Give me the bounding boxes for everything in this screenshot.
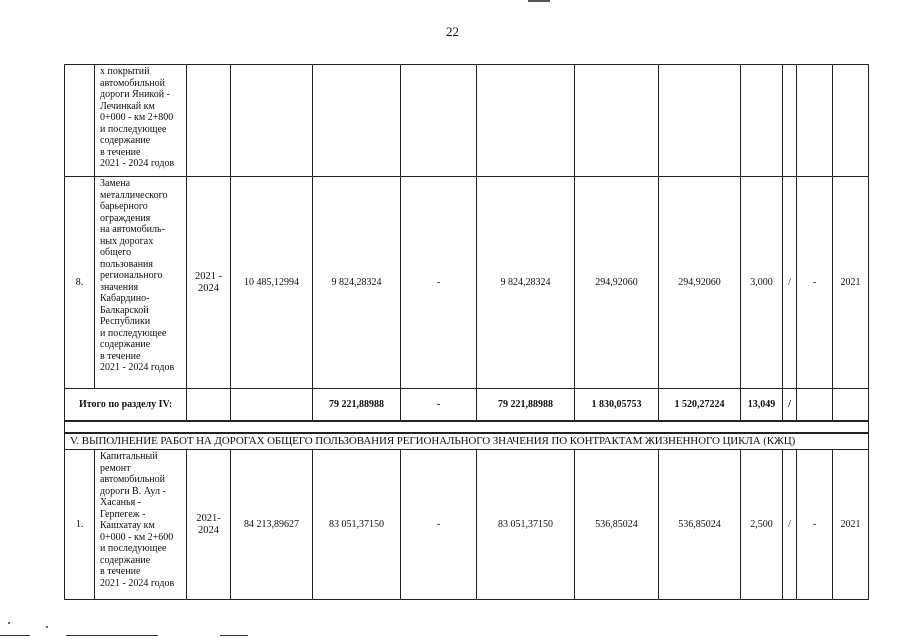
- page-number: 22: [446, 24, 459, 39]
- cell-length: 2,500: [741, 450, 783, 600]
- cell-unit: /: [783, 450, 797, 600]
- cell-value-9: -: [797, 177, 833, 389]
- cell-unit: [783, 65, 797, 177]
- table-row: [65, 65, 869, 177]
- spacer-cell: [65, 421, 869, 433]
- cell-total-cost: 10 485,12994: [231, 177, 313, 389]
- cell-value-4: 79 221,88988: [477, 389, 575, 422]
- section-heading-row: [65, 433, 869, 450]
- cell-total-cost: [231, 389, 313, 422]
- cell-length: 3,000: [741, 177, 783, 389]
- cell-value-5: 294,92060: [575, 177, 659, 389]
- footer-rule: [220, 635, 248, 636]
- cell-value-5: 1 830,05753: [575, 389, 659, 422]
- cell-value-4: 9 824,28324: [477, 177, 575, 389]
- cell-object-name: х покрытий автомобильной дороги Яникой - Лечинкай км 0+000 - км 2+800 и последующее содержание в течение 2021 - 2024 годов: [95, 65, 187, 177]
- total-row: [65, 389, 869, 422]
- cell-value-3: -: [401, 177, 477, 389]
- cell-unit: /: [783, 177, 797, 389]
- cell-unit: /: [783, 389, 797, 422]
- scan-speck: [8, 622, 10, 624]
- cell-length: [741, 65, 783, 177]
- cell-year: 2021: [833, 450, 869, 600]
- cell-value-2: 9 824,28324: [313, 177, 401, 389]
- cell-object-name: Капитальный ремонт автомобильной дороги В. Аул - Хасанья - Герпегеж - Кашхатау км 0+000 - км 2+600 и последующее содержание в течение 2021 - 2024 годов: [95, 450, 187, 600]
- total-label: Итого по разделу IV:: [65, 389, 187, 422]
- cell-value-9: [797, 65, 833, 177]
- cell-value-5: 536,85024: [575, 450, 659, 600]
- table-row: [65, 177, 869, 389]
- cell-value-3: -: [401, 450, 477, 600]
- cell-object-name: Замена металлического барьерного ограждения на автомобиль- ных дорогах общего пользования регионального значения Кабардино- Балкарской Республики и последующее содержание в течение 2021 - 2024 годов: [95, 177, 187, 389]
- cell-num: [65, 65, 95, 177]
- cell-value-3: -: [401, 389, 477, 422]
- cell-period: 2021- 2024: [187, 450, 231, 600]
- cell-value-4: 83 051,37150: [477, 450, 575, 600]
- cell-value-2: 79 221,88988: [313, 389, 401, 422]
- table-row: [65, 450, 869, 600]
- cell-value-3: [401, 65, 477, 177]
- road-works-table: [64, 64, 869, 600]
- section-title: V. ВЫПОЛНЕНИЕ РАБОТ НА ДОРОГАХ ОБЩЕГО ПОЛЬЗОВАНИЯ РЕГИОНАЛЬНОГО ЗНАЧЕНИЯ ПО КОНТРАКТАМ ЖИЗНЕННОГО ЦИКЛА (КЖЦ): [65, 433, 869, 450]
- cell-value-6: 536,85024: [659, 450, 741, 600]
- spacer-row: [65, 421, 869, 433]
- cell-period: 2021 - 2024: [187, 177, 231, 389]
- cell-value-6: [659, 65, 741, 177]
- cell-period: [187, 65, 231, 177]
- cell-value-6: 294,92060: [659, 177, 741, 389]
- cell-length: 13,049: [741, 389, 783, 422]
- footer-rule: [0, 635, 30, 636]
- scan-speck: [46, 626, 48, 628]
- cell-num: 8.: [65, 177, 95, 389]
- cell-value-9: -: [797, 450, 833, 600]
- cell-year: [833, 389, 869, 422]
- cell-total-cost: 84 213,89627: [231, 450, 313, 600]
- cell-period: [187, 389, 231, 422]
- cell-value-2: 83 051,37150: [313, 450, 401, 600]
- top-edge-mark: [528, 0, 550, 2]
- cell-value-5: [575, 65, 659, 177]
- cell-value-9: [797, 389, 833, 422]
- cell-value-2: [313, 65, 401, 177]
- footer-rule: [66, 635, 158, 636]
- cell-value-4: [477, 65, 575, 177]
- cell-value-6: 1 520,27224: [659, 389, 741, 422]
- cell-total-cost: [231, 65, 313, 177]
- cell-num: 1.: [65, 450, 95, 600]
- cell-year: [833, 65, 869, 177]
- cell-year: 2021: [833, 177, 869, 389]
